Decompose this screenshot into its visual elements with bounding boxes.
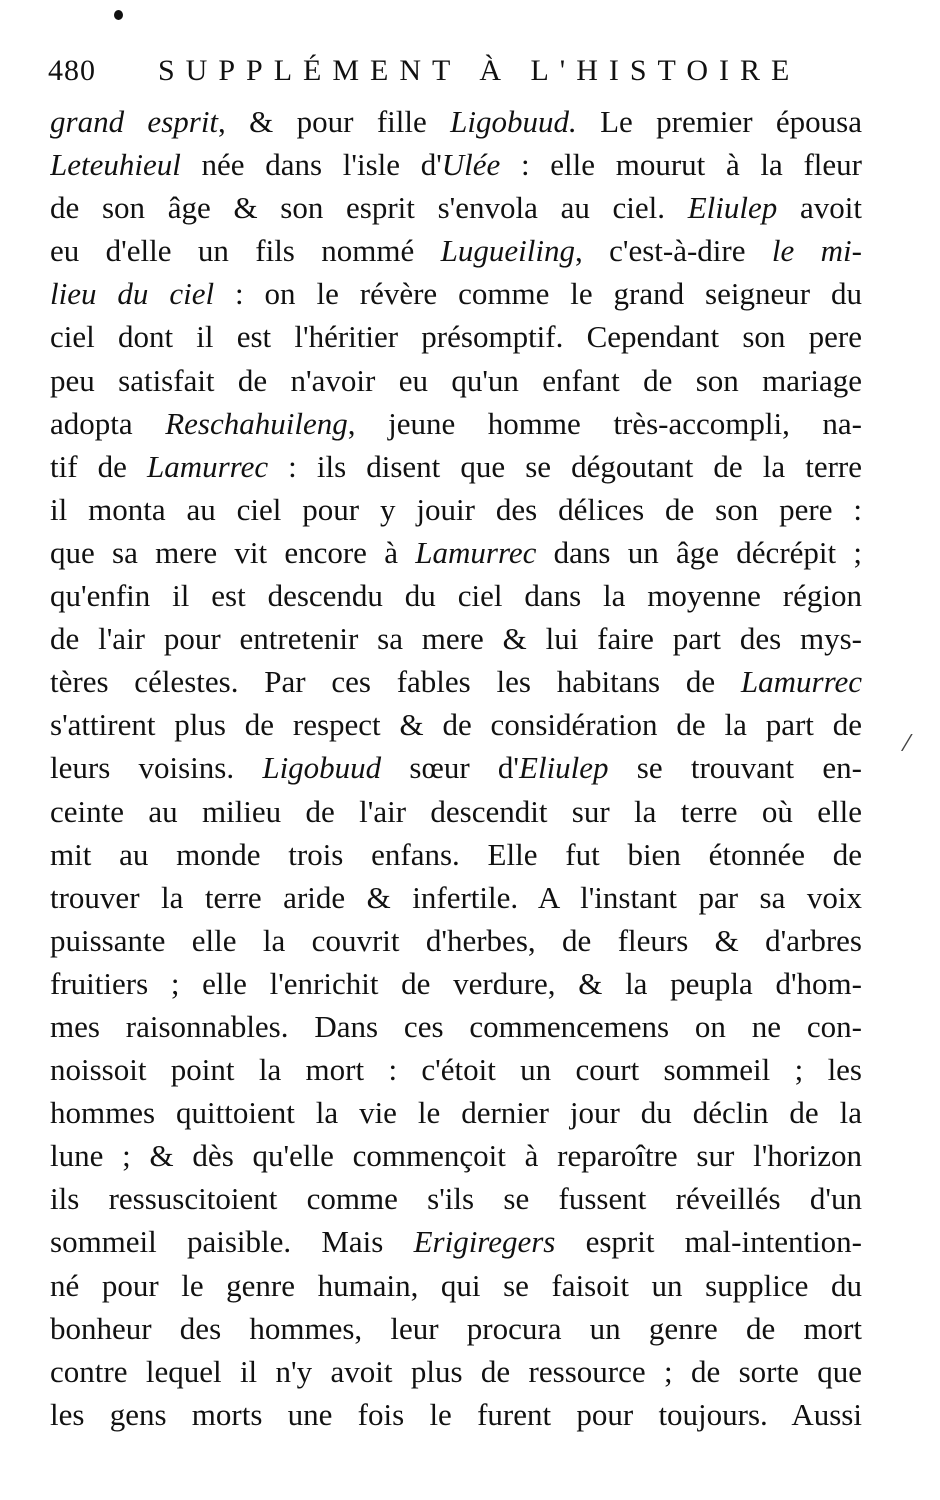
text-line xyxy=(50,1091,862,1134)
text-line xyxy=(50,790,862,833)
text-span: Le premier épousa xyxy=(576,104,862,139)
text-span: de son âge & son esprit s'envola au ciel. xyxy=(50,190,688,226)
text-span: sommeil paisible. Mais xyxy=(50,1224,414,1260)
text-span: avoit xyxy=(777,190,862,226)
ink-dot-mark xyxy=(114,10,123,20)
text-span: : elle mourut à la fleur xyxy=(500,147,862,183)
text-line xyxy=(50,660,862,703)
text-span: peu satisfait de n'avoir eu qu'un enfant de son mariage xyxy=(50,362,862,398)
italic-text: grand esprit xyxy=(50,104,219,139)
italic-text: Reschahuileng xyxy=(165,405,348,441)
text-span: : on le révère comme le grand seigneur du xyxy=(214,276,862,312)
text-span: il monta au ciel pour y jouir des délices de son pere : xyxy=(50,491,862,527)
italic-text: Eliulep xyxy=(687,190,778,226)
text-line xyxy=(50,1134,862,1177)
text-span: née dans l'isle d' xyxy=(180,147,442,183)
text-line xyxy=(50,574,862,617)
text-line xyxy=(50,143,862,186)
text-span: les gens morts une fois le furent pour toujours. Aussi xyxy=(50,1396,862,1432)
text-span: ceinte au milieu de l'air descendit sur la terre où elle xyxy=(50,793,862,829)
text-line xyxy=(50,531,862,574)
italic-text: Lamurrec xyxy=(415,534,537,570)
italic-text: Eliulep xyxy=(519,750,609,786)
text-span: : ils disent que se dégoutant de la terre xyxy=(268,448,862,484)
text-span: , c'est-à-dire xyxy=(574,233,772,269)
running-head: SUPPLÉMENT À L'HISTOIRE xyxy=(158,54,801,87)
italic-text: Ulée xyxy=(441,147,501,183)
text-line xyxy=(50,186,862,229)
text-line xyxy=(50,1307,862,1350)
text-span: mes raisonnables. Dans ces commencemens on ne con- xyxy=(50,1008,862,1044)
text-line xyxy=(50,1264,862,1307)
text-line xyxy=(50,1220,862,1263)
text-span: contre lequel il n'y avoit plus de ressource ; de sorte que xyxy=(50,1353,862,1389)
text-span: s'attirent plus de respect & de considération de la part de xyxy=(50,707,862,743)
text-span: hommes quittoient la vie le dernier jour du déclin de la xyxy=(50,1095,862,1131)
text-span: de l'air pour entretenir sa mere & lui faire part des mys- xyxy=(50,621,862,657)
text-span: esprit mal-intention- xyxy=(555,1224,862,1260)
text-span: puissante elle la couvrit d'herbes, de fleurs & d'arbres xyxy=(50,922,862,958)
text-line xyxy=(50,1048,862,1091)
text-line xyxy=(50,488,862,531)
text-line xyxy=(50,1393,862,1436)
text-span: , jeune homme très-accompli, na- xyxy=(347,405,862,441)
text-span: , & pour fille xyxy=(218,104,451,139)
text-line xyxy=(50,617,862,660)
text-line xyxy=(50,833,862,876)
text-span: se trouvant en- xyxy=(608,750,862,786)
text-span: né pour le genre humain, qui se faisoit un supplice du xyxy=(50,1267,862,1303)
text-span: tères célestes. Par ces fables les habitans de xyxy=(50,664,741,700)
text-span: noissoit point la mort : c'étoit un court sommeil ; les xyxy=(50,1052,862,1088)
text-line xyxy=(50,100,862,143)
text-span: bonheur des hommes, leur procura un genre de mort xyxy=(50,1310,862,1346)
italic-text: Lugueiling xyxy=(440,233,575,269)
text-line xyxy=(50,746,862,789)
italic-text: Leteuhieul xyxy=(50,147,181,183)
page-header xyxy=(48,54,868,98)
body-text xyxy=(50,100,862,1436)
page-number: 480 xyxy=(48,54,96,87)
text-span: fruitiers ; elle l'enrichit de verdure, & la peupla d'hom- xyxy=(50,965,862,1001)
italic-text: Lamurrec xyxy=(740,664,862,700)
text-line xyxy=(50,359,862,402)
italic-text: Ligobuud. xyxy=(450,104,577,139)
text-line xyxy=(50,1350,862,1393)
italic-text: Ligobuud xyxy=(262,750,382,786)
italic-text: lieu du ciel xyxy=(50,276,215,312)
margin-mark: ⁄ xyxy=(905,732,909,757)
italic-text: Lamurrec xyxy=(146,448,269,484)
text-span: sœur d' xyxy=(381,750,520,786)
text-line xyxy=(50,445,862,488)
text-span: ciel dont il est l'héritier présomptif. Cependant son pere xyxy=(50,319,862,355)
italic-text: Erigiregers xyxy=(413,1224,556,1260)
text-span: leurs voisins. xyxy=(50,750,263,786)
text-line xyxy=(50,876,862,919)
text-line xyxy=(50,402,862,445)
text-line xyxy=(50,703,862,746)
text-span: qu'enfin il est descendu du ciel dans la moyenne région xyxy=(50,578,862,614)
text-span: dans un âge décrépit ; xyxy=(536,534,862,570)
text-line xyxy=(50,315,862,358)
text-span: que sa mere vit encore à xyxy=(50,534,416,570)
text-line xyxy=(50,272,862,315)
text-line xyxy=(50,1005,862,1048)
text-span: adopta xyxy=(50,405,166,441)
text-line xyxy=(50,229,862,272)
text-span: ils ressuscitoient comme s'ils se fussent réveillés d'un xyxy=(50,1181,862,1217)
text-line xyxy=(50,919,862,962)
text-span: lune ; & dès qu'elle commençoit à reparoître sur l'horizon xyxy=(50,1138,862,1174)
text-span: tif de xyxy=(50,448,147,484)
italic-text: le mi- xyxy=(771,233,862,269)
text-span: eu d'elle un fils nommé xyxy=(50,233,441,269)
text-span: trouver la terre aride & infertile. A l'instant par sa voix xyxy=(50,879,862,915)
text-line xyxy=(50,962,862,1005)
text-span: mit au monde trois enfans. Elle fut bien étonnée de xyxy=(50,836,862,872)
text-line xyxy=(50,1177,862,1220)
